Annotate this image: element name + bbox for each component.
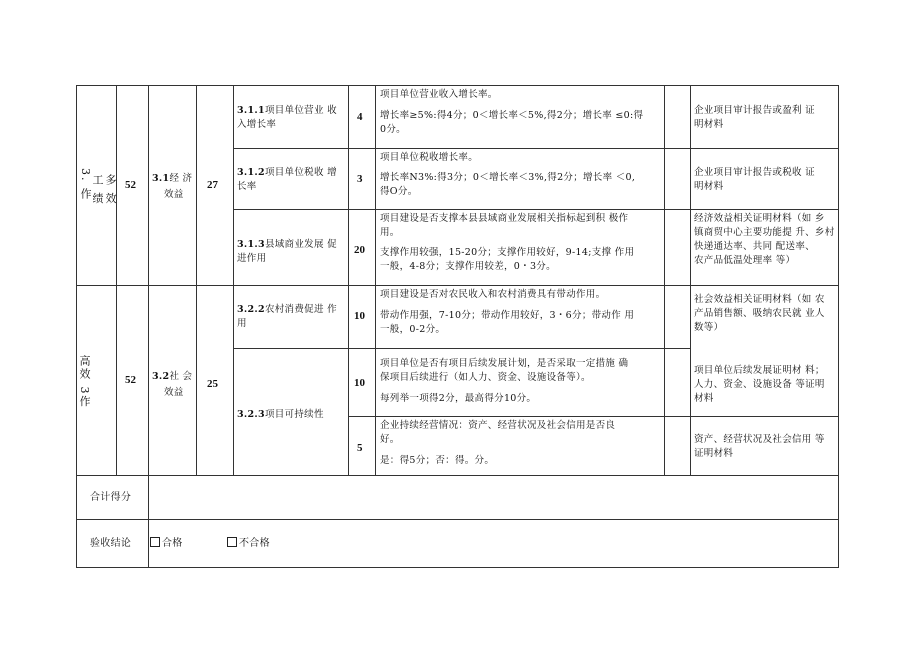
row-5-score: 10 <box>354 377 365 389</box>
row-2-criteria-2: 增长率N3%:得3分；0＜增长率＜3%,得2分；增长率 ＜0, <box>380 172 636 183</box>
row-3-evidence-2: 镇商贸中心主要功能提 升、乡村 <box>694 227 835 238</box>
row-4-criteria-2: 带动作用强，7-10分；带动作用较好，3・6分；带动作 用 <box>380 310 635 321</box>
row-1-score: 4 <box>357 111 363 123</box>
sub-2-score: 25 <box>207 378 218 390</box>
fail-option[interactable] <box>227 537 270 550</box>
row-5-criteria-1: 项目单位是否有项目后续发展计划，是否采取一定措施 确 <box>380 358 629 369</box>
row-3-evidence-3: 快递通达率、共同 配送率、 <box>694 241 815 252</box>
row-2-score: 3 <box>357 173 363 185</box>
row-4-evidence-1: 社会效益相关证明材料（如 农 <box>694 294 825 305</box>
row-5-evidence-1: 项目单位后续发展证明材 料； <box>694 365 825 376</box>
fail-checkbox[interactable] <box>227 537 237 547</box>
category-2-score: 52 <box>125 374 136 386</box>
row-4-evidence-3: 数等） <box>694 322 724 333</box>
row-1-evidence-2: 明材料 <box>694 119 724 130</box>
sub-2-name: 3.2社 会 <box>152 371 193 382</box>
sub-2-name-b: 效益 <box>164 387 184 398</box>
row-3-criteria-3: 支撑作用较强，15-20分；支撑作用较好，9-14;支撑 作用 <box>380 247 635 258</box>
row-5-criteria-3: 每列举一项得2分，最高得分10分。 <box>380 393 537 404</box>
row-5-indicator: 3.2.3项目可持续性 <box>237 409 324 420</box>
row-1-criteria-3: 0分。 <box>380 124 406 135</box>
row-4-criteria-1: 项目建设是否对农民收入和农村消费具有带动作用。 <box>380 289 606 300</box>
row-6-criteria-2: 好。 <box>380 434 400 445</box>
row-5-criteria-2: 保项目后续进行（如人力、资金、设施设备等）。 <box>380 372 591 383</box>
row-5-evidence-3: 材料 <box>694 393 714 404</box>
pass-checkbox[interactable] <box>150 537 160 547</box>
row-3-evidence-1: 经济效益相关证明材料（如 乡 <box>694 213 825 224</box>
category-1-label-c: 多 效 <box>104 174 117 206</box>
row-4-indicator: 3.2.2农村消费促进 作 <box>237 304 337 315</box>
pass-option[interactable] <box>150 537 183 550</box>
row-5-evidence-2: 人力、资金、设施设备 等证明 <box>694 379 825 390</box>
total-score-label: 合计得分 <box>90 492 132 503</box>
sub-1-name-b: 效益 <box>164 189 184 200</box>
category-1-label-a: 3. 作 <box>79 168 92 201</box>
row-1-indicator-b: 入增长率 <box>237 119 277 130</box>
row-3-indicator: 3.1.3县域商业发展 促 <box>237 239 337 250</box>
row-6-evidence-2: 证明材料 <box>694 448 734 459</box>
row-3-criteria-4: 一般，4-8分；支撑作用较差，0・3分。 <box>380 261 556 272</box>
row-3-score: 20 <box>354 244 365 256</box>
row-6-score: 5 <box>357 442 363 454</box>
row-2-indicator-b: 长率 <box>237 181 257 192</box>
row-6-criteria-3: 是：得5分；否：得。分。 <box>380 455 495 466</box>
row-3-criteria-2: 用。 <box>380 227 400 238</box>
row-4-criteria-3: 一般，0-2分。 <box>380 324 446 335</box>
row-1-indicator: 3.1.1项目单位营业 收 <box>237 105 337 116</box>
row-2-criteria-1: 项目单位税收增长率。 <box>380 152 479 163</box>
row-2-indicator: 3.1.2项目单位税收 增 <box>237 167 337 178</box>
sub-1-score: 27 <box>207 179 218 191</box>
row-2-evidence-2: 明材料 <box>694 181 724 192</box>
row-4-score: 10 <box>354 310 365 322</box>
pass-option-label: 合格 <box>162 538 183 549</box>
row-2-criteria-3: 得O分。 <box>380 186 418 197</box>
category-1-label-b: 工 绩 <box>91 174 104 206</box>
row-2-evidence-1: 企业项目审计报告或税收 证 <box>694 167 815 178</box>
row-3-evidence-4: 农产品低温处理率 等） <box>694 255 796 266</box>
row-3-criteria-1: 项目建设是否支撑本县县域商业发展相关指标起到积 极作 <box>380 213 629 224</box>
fail-option-label: 不合格 <box>239 538 270 549</box>
acceptance-label: 验收结论 <box>90 538 132 549</box>
category-1-score: 52 <box>125 179 136 191</box>
row-1-criteria-2: 增长率≥5%:得4分；0＜增长率＜5%,得2分；增长率 ≤0:得 <box>380 110 644 121</box>
row-6-evidence-1: 资产、经营状况及社会信用 等 <box>694 434 825 445</box>
row-1-evidence-1: 企业项目审计报告或盈利 证 <box>694 105 815 116</box>
sub-1-name: 3.1经 济 <box>152 173 193 184</box>
row-3-indicator-b: 进作用 <box>237 253 267 264</box>
category-2-label: 高效 3作 <box>78 355 91 409</box>
row-4-evidence-2: 产品销售额、吸纳农民就 业人 <box>694 308 825 319</box>
row-1-criteria-1: 项目单位营业收入增长率。 <box>380 89 498 100</box>
row-6-criteria-1: 企业持续经营情况：资产、经营状况及社会信用是否良 <box>380 420 616 431</box>
row-4-indicator-b: 用 <box>237 318 247 329</box>
